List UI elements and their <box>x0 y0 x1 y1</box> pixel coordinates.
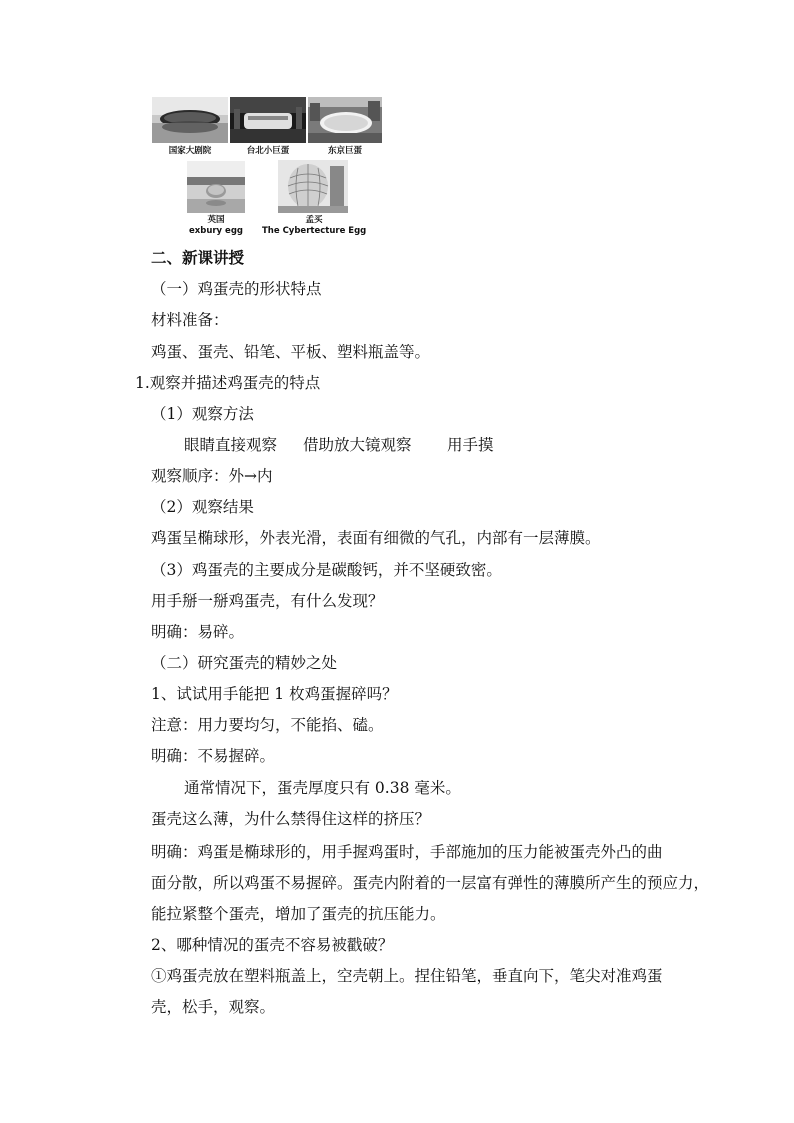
step1-line-2: 壳，松手，观察。 <box>151 998 276 1016</box>
explain-line-1: 明确：鸡蛋是椭球形的，用手握鸡蛋时，手部施加的压力能被蛋壳外凸的曲 <box>151 843 663 861</box>
thickness-text: 通常情况下，蛋壳厚度只有 0.38 毫米。 <box>184 779 461 797</box>
section-heading: 二、新课讲授 <box>151 249 245 267</box>
caption-exbury-egg <box>176 215 256 237</box>
materials-list: 鸡蛋、蛋壳、铅笔、平板、塑料瓶盖等。 <box>151 343 431 361</box>
question-thin: 蛋壳这么薄，为什么禁得住这样的挤压？ <box>151 810 431 828</box>
caption-taipei-arena: 台北小巨蛋 <box>246 146 290 156</box>
photo-tokyo-dome <box>308 97 382 143</box>
result-title: （2）观察结果 <box>151 498 254 516</box>
question-break: 用手掰一掰鸡蛋壳，有什么发现？ <box>151 592 384 610</box>
subheading-shape: （一）鸡蛋壳的形状特点 <box>151 280 322 298</box>
result-text: 鸡蛋呈椭球形，外表光滑，表面有细微的气孔，内部有一层薄膜。 <box>151 529 601 547</box>
caption-exbury-name: exbury egg <box>188 226 243 236</box>
caption-national-theatre: 国家大剧院 <box>168 146 212 156</box>
observe-order: 观察顺序：外→内 <box>151 467 273 485</box>
item-observe: 1.观察并描述鸡蛋壳的特点 <box>135 374 321 392</box>
answer-squeeze: 明确：不易握碎。 <box>151 747 276 765</box>
method-magnifier: 借助放大镜观察 <box>303 436 412 454</box>
materials-label: 材料准备： <box>151 311 229 329</box>
photo-cybertecture-egg <box>278 160 348 213</box>
caption-tokyo-dome: 东京巨蛋 <box>327 146 362 156</box>
photo-national-theatre <box>152 97 228 143</box>
caption-cybertecture-city: 孟买 <box>305 215 323 225</box>
caption-cybertecture-name: The Cybertecture Egg <box>262 226 367 236</box>
caption-exbury-country: 英国 <box>207 215 225 225</box>
question-poke: 2、哪种情况的蛋壳不容易被戳破？ <box>151 936 394 954</box>
step1-line-1: ①鸡蛋壳放在塑料瓶盖上，空壳朝上。捏住铅笔，垂直向下，笔尖对准鸡蛋 <box>151 967 663 985</box>
notice-text: 注意：用力要均匀，不能掐、磕。 <box>151 716 384 734</box>
method-touch: 用手摸 <box>447 436 494 454</box>
explain-line-2: 面分散，所以鸡蛋不易握碎。蛋壳内附着的一层富有弹性的薄膜所产生的预应力， <box>151 874 710 892</box>
photo-exbury-egg <box>187 161 245 213</box>
method-title: （1）观察方法 <box>151 405 254 423</box>
method-eye: 眼睛直接观察 <box>184 436 278 454</box>
subheading-research: （二）研究蛋壳的精妙之处 <box>151 654 338 672</box>
component-text: （3）鸡蛋壳的主要成分是碳酸钙，并不坚硬致密。 <box>151 561 502 579</box>
explain-line-3: 能拉紧整个蛋壳，增加了蛋壳的抗压能力。 <box>151 905 446 923</box>
photo-taipei-arena <box>230 97 306 143</box>
caption-cybertecture-egg <box>262 215 366 237</box>
question-squeeze: 1、试试用手能把 1 枚鸡蛋握碎吗？ <box>151 685 398 703</box>
answer-break: 明确：易碎。 <box>151 623 245 641</box>
